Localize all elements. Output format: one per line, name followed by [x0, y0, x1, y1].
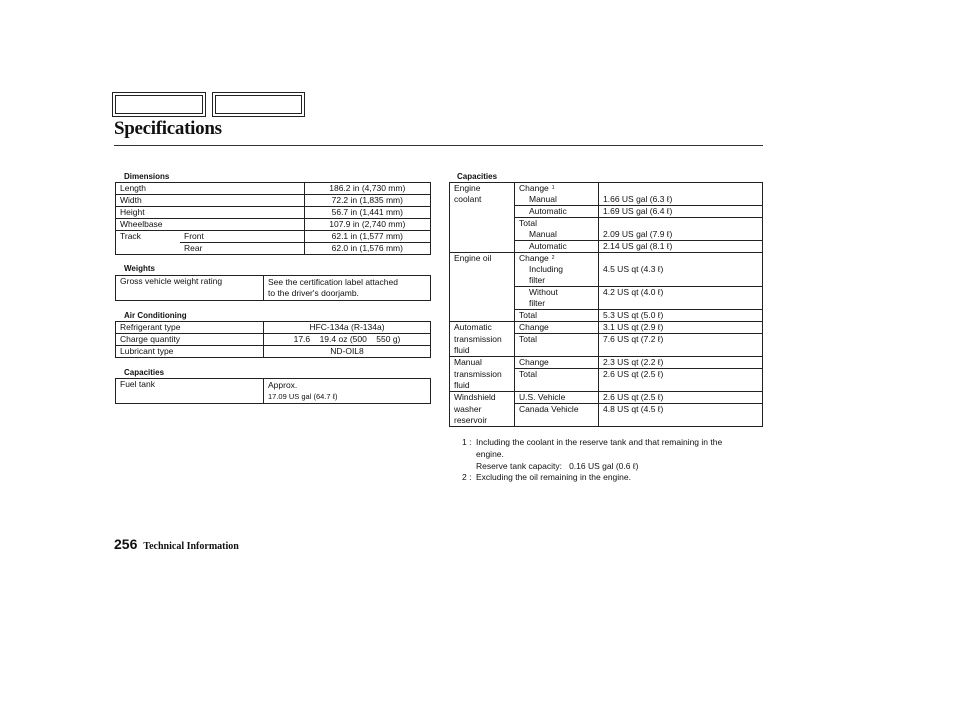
fuel-capacity-table [115, 378, 431, 404]
nav-box-right[interactable] [212, 92, 305, 117]
fuel-value-line: 17.09 US gal (64.7 ℓ) [268, 392, 338, 401]
fuel-value-line: Approx. [268, 380, 298, 390]
table-row [450, 334, 763, 346]
table-row [116, 243, 431, 255]
footnote-mark: 2 [551, 255, 555, 261]
section-name: Technical Information [143, 541, 239, 552]
table-row [116, 207, 431, 219]
table-cell: 1.69 US gal (6.4 ℓ) [599, 206, 763, 218]
table-row [116, 379, 431, 404]
table-cell [599, 275, 763, 287]
weights-table [115, 275, 431, 301]
table-cell [599, 183, 763, 195]
table-cell: Engine [450, 183, 515, 195]
table-cell [450, 241, 515, 253]
table-cell: 4.2 US qt (4.0 ℓ) [599, 287, 763, 299]
table-cell: Total [515, 218, 599, 230]
table-cell [515, 253, 599, 265]
table-cell: Manual [450, 357, 515, 369]
table-cell: Refrigerant type [116, 322, 264, 334]
table-cell: Automatic [450, 322, 515, 334]
table-cell: Change [515, 357, 599, 369]
table-row [116, 231, 431, 243]
table-cell [264, 276, 431, 301]
footnote-number: 2 : [462, 472, 472, 483]
table-row [450, 264, 763, 275]
table-row [450, 206, 763, 218]
table-cell: Width [116, 195, 305, 207]
table-row [116, 346, 431, 358]
table-row [450, 310, 763, 322]
table-row [450, 369, 763, 381]
table-cell [599, 298, 763, 310]
table-cell: 186.2 in (4,730 mm) [304, 183, 430, 195]
table-row [116, 219, 431, 231]
table-cell: 7.6 US qt (7.2 ℓ) [599, 334, 763, 346]
table-cell: Rear [180, 243, 304, 255]
table-cell [450, 310, 515, 322]
table-cell [450, 275, 515, 287]
table-cell: Total [515, 369, 599, 381]
table-cell [599, 345, 763, 357]
table-cell: Total [515, 310, 599, 322]
capacities-heading-left: Capacities [124, 368, 165, 377]
weights-value-line: to the driver's doorjamb. [268, 288, 359, 298]
table-cell: Including [515, 264, 599, 275]
dimensions-table [115, 182, 431, 255]
table-cell: 4.5 US qt (4.3 ℓ) [599, 264, 763, 275]
table-cell: 107.9 in (2,740 mm) [304, 219, 430, 231]
table-cell [599, 218, 763, 230]
table-cell: Height [116, 207, 305, 219]
table-cell [264, 379, 431, 404]
table-cell: Charge quantity [116, 334, 264, 346]
table-cell: Track [116, 231, 181, 243]
air-conditioning-heading: Air Conditioning [124, 311, 187, 320]
table-cell: coolant [450, 194, 515, 206]
air-conditioning-table [115, 321, 431, 358]
page-number: 256 [114, 536, 138, 552]
table-row [450, 357, 763, 369]
table-cell: U.S. Vehicle [515, 392, 599, 404]
table-cell [116, 243, 181, 255]
capacities-table [449, 182, 763, 427]
table-cell: 72.2 in (1,835 mm) [304, 195, 430, 207]
weights-heading: Weights [124, 264, 155, 273]
table-row [450, 380, 763, 392]
table-cell: Change [515, 322, 599, 334]
table-cell: HFC-134a (R-134a) [264, 322, 431, 334]
weights-value-line: See the certification label attached [268, 277, 398, 287]
table-row [116, 276, 431, 301]
footnote-text: engine. [476, 448, 504, 459]
footnote-text: Excluding the oil remaining in the engine. [476, 472, 631, 483]
table-cell [450, 218, 515, 230]
table-cell [515, 415, 599, 427]
table-cell: filter [515, 275, 599, 287]
table-row [450, 322, 763, 334]
table-cell: Windshield [450, 392, 515, 404]
table-cell [599, 253, 763, 265]
table-row [450, 275, 763, 287]
footnote-2 [462, 472, 762, 484]
table-row [450, 218, 763, 230]
table-cell: Gross vehicle weight rating [116, 276, 264, 301]
table-cell [515, 380, 599, 392]
table-cell: Total [515, 334, 599, 346]
table-cell: 4.8 US qt (4.5 ℓ) [599, 404, 763, 416]
table-row [116, 183, 431, 195]
table-row [116, 334, 431, 346]
table-cell: 2.3 US qt (2.2 ℓ) [599, 357, 763, 369]
table-row [450, 241, 763, 253]
table-cell: Front [180, 231, 304, 243]
table-cell: 2.6 US qt (2.5 ℓ) [599, 369, 763, 381]
table-cell: 56.7 in (1,441 mm) [304, 207, 430, 219]
table-cell: 62.1 in (1,577 mm) [304, 231, 430, 243]
table-row [450, 183, 763, 195]
page-title: Specifications [114, 118, 222, 139]
table-cell: 2.14 US gal (8.1 ℓ) [599, 241, 763, 253]
table-cell [515, 345, 599, 357]
table-cell [450, 287, 515, 299]
table-cell: 3.1 US qt (2.9 ℓ) [599, 322, 763, 334]
table-cell: Wheelbase [116, 219, 305, 231]
table-row [450, 404, 763, 416]
table-cell: 17.6 19.4 oz (500 550 g) [264, 334, 431, 346]
nav-box-left[interactable] [112, 92, 206, 117]
page-footer [114, 536, 239, 554]
table-row [450, 229, 763, 241]
table-row [450, 298, 763, 310]
table-cell: 2.09 US gal (7.9 ℓ) [599, 229, 763, 241]
dimensions-heading: Dimensions [124, 172, 170, 181]
cell-text: Change [519, 183, 549, 193]
table-row [450, 345, 763, 357]
table-cell [599, 415, 763, 427]
table-row [450, 287, 763, 299]
table-cell: Engine oil [450, 253, 515, 265]
table-cell: Automatic [515, 241, 599, 253]
table-cell: 2.6 US qt (2.5 ℓ) [599, 392, 763, 404]
footnote-1-cont [462, 461, 762, 473]
table-row [116, 322, 431, 334]
table-cell: Automatic [515, 206, 599, 218]
capacities-heading-right: Capacities [457, 172, 498, 181]
table-cell: Lubricant type [116, 346, 264, 358]
table-cell: transmission [450, 334, 515, 346]
table-cell: washer [450, 404, 515, 416]
table-cell: ND-OIL8 [264, 346, 431, 358]
table-cell: filter [515, 298, 599, 310]
table-row [450, 253, 763, 265]
table-row [450, 392, 763, 404]
footnote-text: Including the coolant in the reserve tank and that remaining in the [476, 437, 723, 447]
table-cell: Fuel tank [116, 379, 264, 404]
table-cell: reservoir [450, 415, 515, 427]
table-cell: transmission [450, 369, 515, 381]
table-cell: 5.3 US qt (5.0 ℓ) [599, 310, 763, 322]
footnote-1 [462, 437, 762, 449]
table-cell [515, 183, 599, 195]
table-cell [450, 264, 515, 275]
footnote-mark: 1 [551, 185, 555, 191]
table-cell: Without [515, 287, 599, 299]
table-cell [450, 206, 515, 218]
table-cell [599, 380, 763, 392]
footnote-1-cont [462, 449, 762, 461]
table-cell: Length [116, 183, 305, 195]
table-cell [450, 298, 515, 310]
table-cell: Manual [515, 229, 599, 241]
table-cell: 1.66 US gal (6.3 ℓ) [599, 194, 763, 206]
footnote-text: Reserve tank capacity: 0.16 US gal (0.6 ℓ) [476, 460, 639, 471]
footnote-number: 1 : [462, 437, 472, 447]
table-cell: fluid [450, 380, 515, 392]
table-row [450, 415, 763, 427]
table-cell: Manual [515, 194, 599, 206]
table-cell: Canada Vehicle [515, 404, 599, 416]
footnotes [462, 437, 762, 484]
table-cell: 62.0 in (1,576 mm) [304, 243, 430, 255]
table-cell [450, 229, 515, 241]
title-rule [114, 145, 763, 146]
table-row [450, 194, 763, 206]
table-cell: fluid [450, 345, 515, 357]
table-row [116, 195, 431, 207]
cell-text: Change [519, 253, 549, 263]
